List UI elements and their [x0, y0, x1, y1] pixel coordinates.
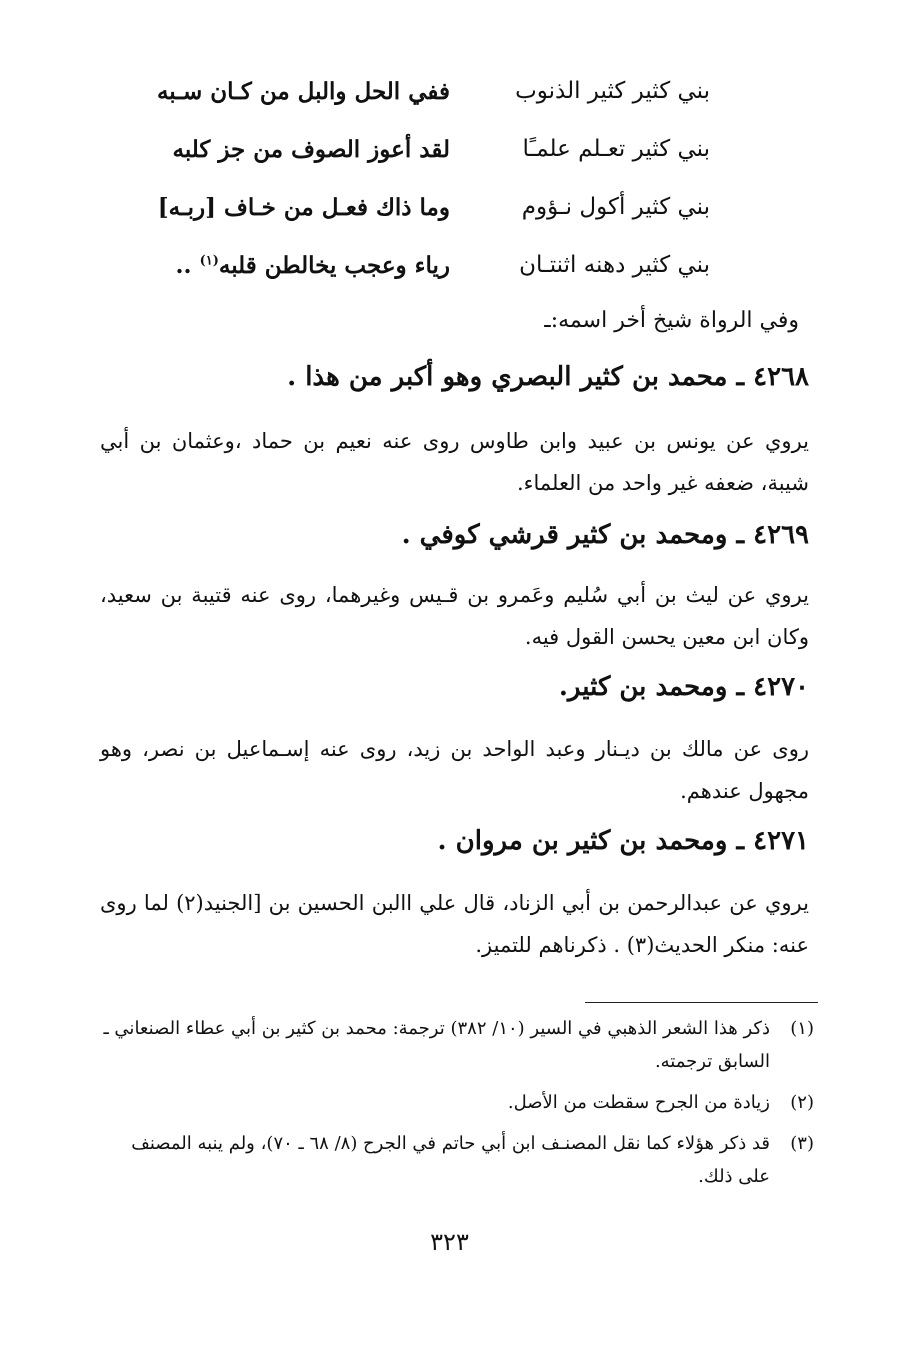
entry-body: روى عن مالك بن ديـنار وعبد الواحد بن زيد، روى عنه إسـماعيل بن نصر، وهو مجهول عندهم. [100, 737, 809, 803]
verse-second-hemistich: وما ذاك فعـل من خـاف [ربـه] [157, 194, 450, 221]
entry-heading: ٤٢٧٠ ـ ومحمد بن كثير. [558, 672, 809, 702]
footnote [95, 1086, 814, 1119]
entry-heading: ٤٢٦٩ ـ ومحمد بن كثير قرشي كوفي . [401, 520, 809, 550]
page-number: ٣٢٣ [430, 1228, 469, 1256]
entry-body: يروي عن عبدالرحمن بن أبي الزناد، قال علي االبن الحسين بن [الجنيد(٢) لما روى عنه: منكر الحديث(٣) . ذكرناهم للتميز. [100, 891, 809, 957]
verse-text: رياء وعجب يخالطن قلبه [218, 252, 450, 279]
footnote-text: ذكر هذا الشعر الذهبي في السير (١٠/ ٣٨٢) ترجمة: محمد بن كثير بن أبي عطاء الصنعاني ـ السابق ترجمته. [103, 1018, 770, 1072]
entry-body: يروي عن ليث بن أبي سُليم وعَمرو بن قـيس وغيرهما، روى عنه قتيبة بن سعيد، وكان ابن معين يحسن القول فيه. [100, 583, 809, 649]
poem-verse [150, 194, 710, 252]
verse-first-hemistich: بني كثير أكول نـؤوم [521, 194, 710, 220]
poem-verse [150, 252, 710, 310]
footnote-number: (٣) [790, 1133, 814, 1154]
entry-heading: ٤٢٧١ ـ ومحمد بن كثير بن مروان . [437, 826, 809, 856]
footnote-separator [585, 1002, 818, 1003]
poem-verse [150, 136, 710, 194]
poem [150, 78, 710, 310]
footnote [95, 1127, 814, 1193]
footnote-number: (٢) [790, 1092, 814, 1113]
poem-verse [150, 78, 710, 136]
entry-heading: ٤٢٦٨ ـ محمد بن كثير البصري وهو أكبر من هذا . [287, 362, 809, 392]
verse-second-hemistich: ففي الحل والبل من كـان سـبه [156, 78, 450, 105]
verse-second-hemistich: لقد أعوز الصوف من جز كلبه [172, 136, 450, 163]
footnotes [95, 1012, 814, 1201]
verse-first-hemistich: بني كثير كثير الذنوب [515, 78, 710, 104]
verse-first-hemistich: بني كثير دهنه اثنتـان [519, 252, 710, 278]
footnote [95, 1012, 814, 1078]
footnote-text: زيادة من الجرح سقطت من الأصل. [507, 1092, 770, 1113]
continuation-dots: .. [175, 252, 192, 279]
footnote-number: (١) [790, 1018, 814, 1039]
entry-body: يروي عن يونس بن عبيد وابن طاوس روى عنه نعيم بن حماد ،وعثمان بن أبي شيبة، ضعفه غير واحد من العلماء. [100, 429, 809, 495]
verse-first-hemistich: بني كثير تعـلم علمـًا [522, 136, 710, 162]
verse-second-hemistich [150, 252, 450, 279]
intro-line: وفي الرواة شيخ أخر اسمه:ـ [544, 308, 799, 333]
footnote-text: قد ذكر هؤلاء كما نقل المصنـف ابن أبي حاتم في الجرح (٨/ ٦٨ ـ ٧٠)، ولم ينبه المصنف على ذلك. [131, 1133, 770, 1187]
footnote-marker: (١) [199, 253, 219, 269]
